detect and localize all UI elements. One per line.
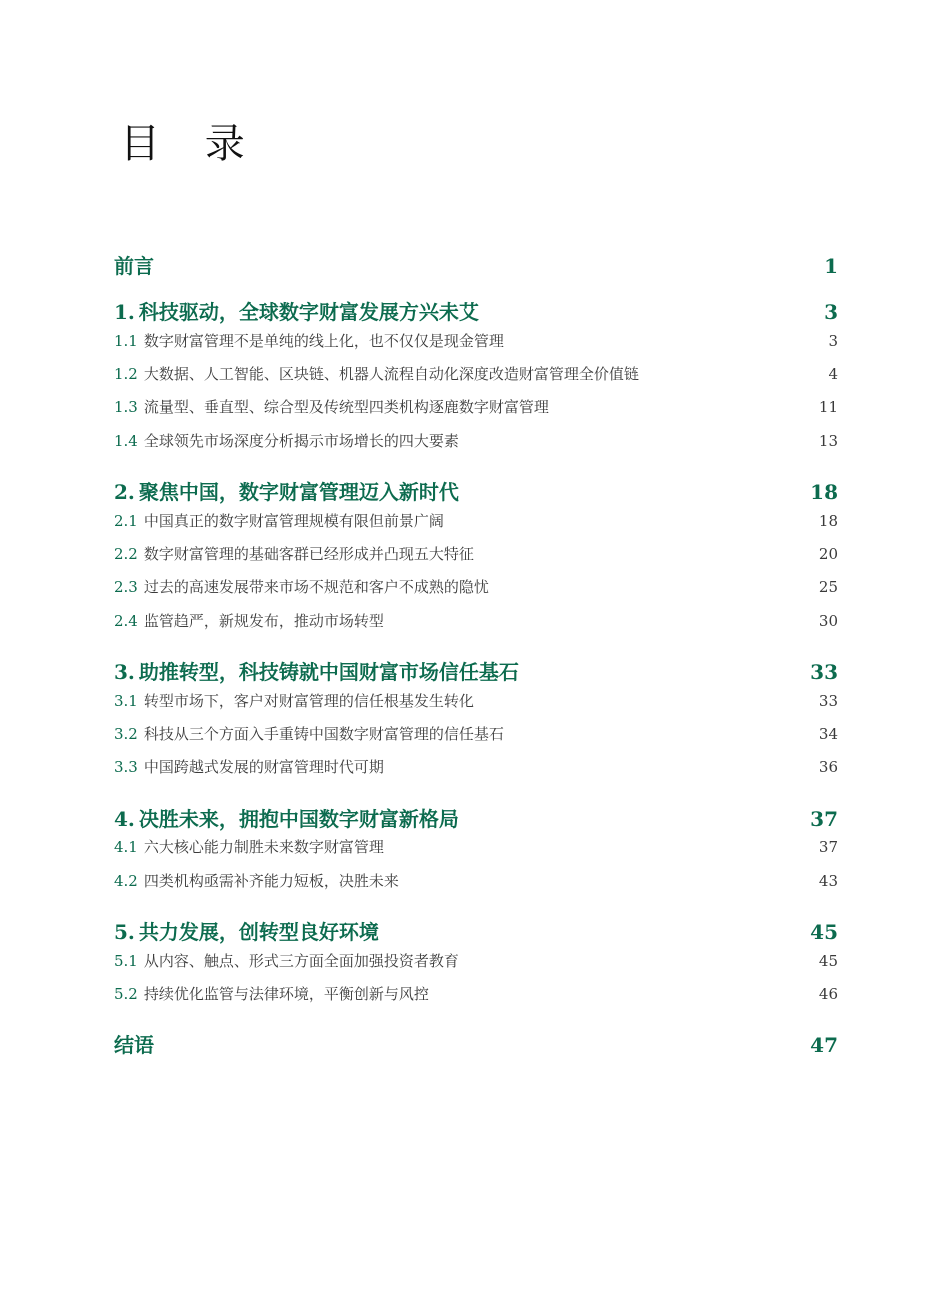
toc-section-entry[interactable] <box>114 690 838 711</box>
toc-entry-label: 全球领先市场深度分析揭示市场增长的四大要素 <box>143 432 459 450</box>
toc-entry-number: 1.2 <box>114 365 138 383</box>
toc-entry-label: 助推转型，科技铸就中国财富市场信任基石 <box>138 660 519 684</box>
toc-entry-title <box>114 396 549 417</box>
toc-entry-number: 5.2 <box>114 985 138 1003</box>
toc-page-number: 1 <box>824 254 838 278</box>
toc-page-number: 37 <box>810 807 838 831</box>
toc-entry-number: 1.3 <box>114 398 138 416</box>
toc-entry-label: 中国跨越式发展的财富管理时代可期 <box>143 758 384 776</box>
toc-page-number: 36 <box>818 758 838 776</box>
toc-entry-number: 1.1 <box>114 332 138 350</box>
toc-page-number: 33 <box>818 692 838 710</box>
toc-entry-label: 共力发展，创转型良好环境 <box>138 920 379 944</box>
toc-section-entry[interactable] <box>114 836 838 857</box>
toc-entry-title <box>114 330 504 351</box>
toc-entry-number: 4. <box>114 807 135 831</box>
toc-chapter-entry[interactable] <box>114 296 838 325</box>
toc-entry-label: 监管趋严，新规发布，推动市场转型 <box>143 612 384 630</box>
toc-section-entry[interactable] <box>114 396 838 417</box>
toc-entry-label: 数字财富管理不是单纯的线上化，也不仅仅是现金管理 <box>143 332 504 350</box>
toc-entry-number: 4.2 <box>114 872 138 890</box>
toc-section-entry[interactable] <box>114 610 838 631</box>
toc-entry-number: 3.3 <box>114 758 138 776</box>
toc-page-number: 3 <box>828 332 838 350</box>
toc-entry-label: 聚焦中国，数字财富管理迈入新时代 <box>138 480 459 504</box>
toc-entry-number: 1.4 <box>114 432 138 450</box>
toc-heading: 目 录 <box>120 121 261 167</box>
toc-section-entry[interactable] <box>114 576 838 597</box>
toc-entry-number: 2.1 <box>114 512 138 530</box>
toc-page-number: 20 <box>818 545 838 563</box>
toc-chapter-entry[interactable] <box>114 656 838 685</box>
toc-entry-label: 流量型、垂直型、综合型及传统型四类机构逐鹿数字财富管理 <box>143 398 549 416</box>
toc-entry-label: 从内容、触点、形式三方面全面加强投资者教育 <box>143 952 459 970</box>
toc-section-entry[interactable] <box>114 510 838 531</box>
toc-chapter-entry[interactable] <box>114 1029 838 1058</box>
toc-section-entry[interactable] <box>114 330 838 351</box>
toc-entry-title <box>114 510 444 531</box>
toc-entry-number: 5. <box>114 920 135 944</box>
toc-page-number: 45 <box>810 920 838 944</box>
toc-section-entry[interactable] <box>114 983 838 1004</box>
toc-page-number: 46 <box>818 985 838 1003</box>
toc-entry-label: 中国真正的数字财富管理规模有限但前景广阔 <box>143 512 444 530</box>
toc-entry-title <box>114 870 399 891</box>
toc-section-entry[interactable] <box>114 363 838 384</box>
toc-entry-label: 结语 <box>114 1033 154 1057</box>
toc-page-number: 37 <box>818 838 838 856</box>
toc-entry-title <box>114 610 384 631</box>
toc-section-entry[interactable] <box>114 543 838 564</box>
toc-page-number: 25 <box>818 578 838 596</box>
toc-entry-title <box>114 250 154 279</box>
toc-entry-title <box>114 723 504 744</box>
toc-chapter-entry[interactable] <box>114 250 838 279</box>
toc-entry-label: 六大核心能力制胜未来数字财富管理 <box>143 838 384 856</box>
toc-section-entry[interactable] <box>114 950 838 971</box>
toc-page-number: 18 <box>818 512 838 530</box>
toc-page-number: 34 <box>818 725 838 743</box>
toc-entry-number: 2. <box>114 480 135 504</box>
toc-entry-title <box>114 476 459 505</box>
toc-entry-label: 科技驱动，全球数字财富发展方兴未艾 <box>138 300 479 324</box>
toc-page-number: 43 <box>818 872 838 890</box>
toc-entry-number: 1. <box>114 300 135 324</box>
toc-page-number: 4 <box>828 365 838 383</box>
toc-entry-label: 前言 <box>114 254 154 278</box>
toc-page-number: 33 <box>810 660 838 684</box>
toc-entry-title <box>114 1029 154 1058</box>
toc-entry-number: 2.3 <box>114 578 138 596</box>
toc-entry-number: 2.2 <box>114 545 138 563</box>
toc-page-number: 45 <box>818 952 838 970</box>
toc-entry-title <box>114 363 639 384</box>
toc-entry-number: 3. <box>114 660 135 684</box>
toc-entry-title <box>114 430 459 451</box>
toc-entry-title <box>114 983 429 1004</box>
toc-entry-label: 持续优化监管与法律环境，平衡创新与风控 <box>143 985 429 1003</box>
toc-entry-label: 数字财富管理的基础客群已经形成并凸现五大特征 <box>143 545 474 563</box>
toc-entry-title <box>114 803 459 832</box>
toc-section-entry[interactable] <box>114 723 838 744</box>
toc-page-number: 47 <box>810 1033 838 1057</box>
toc-entry-title <box>114 690 474 711</box>
toc-entry-label: 四类机构亟需补齐能力短板，决胜未来 <box>143 872 399 890</box>
toc-entry-title <box>114 916 379 945</box>
toc-chapter-entry[interactable] <box>114 916 838 945</box>
toc-chapter-entry[interactable] <box>114 803 838 832</box>
toc-entry-number: 3.1 <box>114 692 138 710</box>
toc-section-entry[interactable] <box>114 870 838 891</box>
toc-entry-title <box>114 950 459 971</box>
toc-entry-title <box>114 656 519 685</box>
toc-entry-label: 决胜未来，拥抱中国数字财富新格局 <box>138 807 459 831</box>
toc-entry-label: 过去的高速发展带来市场不规范和客户不成熟的隐忧 <box>143 578 489 596</box>
toc-entry-title <box>114 836 384 857</box>
toc-entry-number: 2.4 <box>114 612 138 630</box>
toc-entry-title <box>114 576 489 597</box>
toc-entry-number: 5.1 <box>114 952 138 970</box>
toc-entry-number: 4.1 <box>114 838 138 856</box>
toc-entry-label: 科技从三个方面入手重铸中国数字财富管理的信任基石 <box>143 725 504 743</box>
toc-entry-title <box>114 756 384 777</box>
toc-entry-number: 3.2 <box>114 725 138 743</box>
toc-page-number: 18 <box>810 480 838 504</box>
toc-entry-title <box>114 543 474 564</box>
toc-page-number: 11 <box>818 398 838 416</box>
toc-page-number: 13 <box>818 432 838 450</box>
toc-page-number: 30 <box>818 612 838 630</box>
toc-section-entry[interactable] <box>114 756 838 777</box>
toc-page-number: 3 <box>824 300 838 324</box>
toc-entry-label: 转型市场下，客户对财富管理的信任根基发生转化 <box>143 692 474 710</box>
toc-entry-title <box>114 296 479 325</box>
toc-chapter-entry[interactable] <box>114 476 838 505</box>
toc-section-entry[interactable] <box>114 430 838 451</box>
toc-entry-label: 大数据、人工智能、区块链、机器人流程自动化深度改造财富管理全价值链 <box>143 365 639 383</box>
